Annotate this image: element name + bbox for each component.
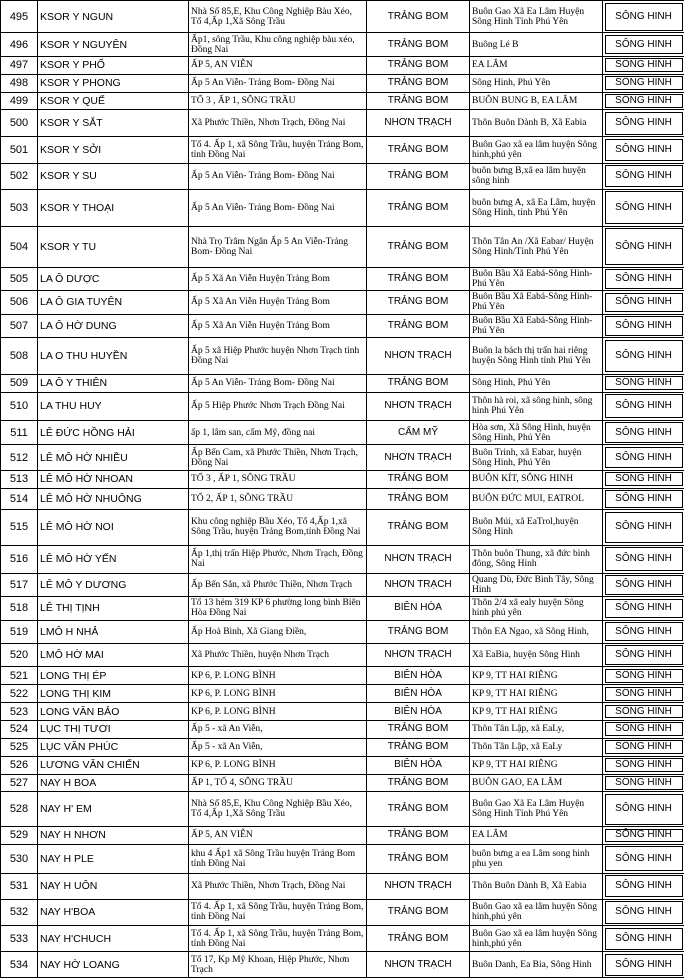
- row-number-cell: 524: [1, 720, 38, 738]
- district-cell: NHƠN TRẠCH: [367, 392, 470, 420]
- table-row: [1, 110, 684, 137]
- current-address-cell: Ấp 5 - xã An Viễn,: [189, 738, 367, 756]
- district-cell: NHƠN TRẠCH: [367, 643, 470, 666]
- full-name-cell: KSOR Y SỞI: [38, 137, 189, 164]
- full-name-cell: LONG THỊ KIM: [38, 685, 189, 703]
- province-cell: SÔNG HINH: [603, 926, 684, 952]
- full-name-cell: LA THU HUY: [38, 392, 189, 420]
- full-name-cell: KSOR Y QUẾ: [38, 92, 189, 110]
- province-cell: SÔNG HINH: [603, 720, 684, 738]
- district-cell: NHƠN TRẠCH: [367, 873, 470, 899]
- row-number-cell: 527: [1, 774, 38, 792]
- row-number-cell: 505: [1, 267, 38, 290]
- province-cell: SÔNG HINH: [603, 470, 684, 488]
- hometown-cell: BUÔN BUNG B, EA LÂM: [470, 92, 603, 110]
- hometown-cell: buôn bưng B,xã ea lâm huyện sông hinh: [470, 163, 603, 189]
- table-row: [1, 703, 684, 721]
- table-row: [1, 667, 684, 685]
- table-row: [1, 374, 684, 392]
- current-address-cell: Tổ 13 hẻm 319 KP 6 phường long bình Biên Hòa Đồng Nai: [189, 597, 367, 620]
- current-address-cell: Ấp 5 Xã An Viễn Huyện Trảng Bom: [189, 291, 367, 314]
- district-cell: TRẢNG BOM: [367, 774, 470, 792]
- current-address-cell: TỔ 3 , ẤP 1, SÔNG TRẦU: [189, 92, 367, 110]
- province-cell: SÔNG HINH: [603, 392, 684, 420]
- current-address-cell: Ấp1, sông Trầu, Khu công nghiệp bàu xéo, Đồng Nai: [189, 33, 367, 56]
- full-name-cell: LA Ô GIA TUYÊN: [38, 291, 189, 314]
- province-cell: SÔNG HINH: [603, 573, 684, 596]
- province-cell: SÔNG HINH: [603, 137, 684, 164]
- hometown-cell: EA LÂM: [470, 827, 603, 845]
- current-address-cell: ẤP 5, AN VIỄN: [189, 827, 367, 845]
- hometown-cell: Buôn Gao Xã Ea Lâm Huyện Sông Hinh Tỉnh Phú Yên: [470, 1, 603, 33]
- row-number-cell: 520: [1, 643, 38, 666]
- hometown-cell: BUÔN GAO, EA LÂM: [470, 774, 603, 792]
- current-address-cell: Ấp Bến Cam, xã Phước Thiền, Nhơn Trạch, Đồng Nai: [189, 445, 367, 471]
- hometown-cell: Thôn Buôn Dành B, Xã Eabia: [470, 110, 603, 137]
- table-row: [1, 926, 684, 952]
- table-row: [1, 510, 684, 546]
- row-number-cell: 530: [1, 844, 38, 873]
- current-address-cell: Tổ 17, Kp Mỹ Khoan, Hiệp Phước, Nhơn Trạch: [189, 952, 367, 978]
- district-cell: TRẢNG BOM: [367, 92, 470, 110]
- province-cell: SÔNG HINH: [603, 92, 684, 110]
- table-row: [1, 445, 684, 471]
- province-cell: SÔNG HINH: [603, 189, 684, 226]
- row-number-cell: 512: [1, 445, 38, 471]
- province-cell: SÔNG HINH: [603, 703, 684, 721]
- full-name-cell: LỤC VĂN PHÚC: [38, 738, 189, 756]
- full-name-cell: NAY H' EM: [38, 792, 189, 827]
- row-number-cell: 531: [1, 873, 38, 899]
- row-number-cell: 508: [1, 338, 38, 375]
- row-number-cell: 510: [1, 392, 38, 420]
- hometown-cell: Thôn Tân Lập, xã EaLy,: [470, 720, 603, 738]
- full-name-cell: NAY H'CHUCH: [38, 926, 189, 952]
- province-cell: SÔNG HINH: [603, 952, 684, 978]
- province-cell: SÔNG HINH: [603, 420, 684, 445]
- province-cell: SÔNG HINH: [603, 338, 684, 375]
- current-address-cell: KP 6, P. LONG BÌNH: [189, 756, 367, 774]
- district-cell: CẨM MỸ: [367, 420, 470, 445]
- province-cell: SÔNG HINH: [603, 597, 684, 620]
- province-cell: SÔNG HINH: [603, 899, 684, 926]
- row-number-cell: 496: [1, 33, 38, 56]
- district-cell: TRẢNG BOM: [367, 827, 470, 845]
- district-cell: TRẢNG BOM: [367, 74, 470, 92]
- district-cell: TRẢNG BOM: [367, 226, 470, 267]
- table-row: [1, 792, 684, 827]
- district-cell: TRẢNG BOM: [367, 56, 470, 74]
- district-cell: TRẢNG BOM: [367, 374, 470, 392]
- full-name-cell: LƯƠNG VĂN CHIẾN: [38, 756, 189, 774]
- row-number-cell: 526: [1, 756, 38, 774]
- full-name-cell: KSOR Y SẮT: [38, 110, 189, 137]
- province-cell: SÔNG HINH: [603, 643, 684, 666]
- hometown-cell: KP 9, TT HAI RIÊNG: [470, 703, 603, 721]
- full-name-cell: LÊ MÔ HỜ NOI: [38, 510, 189, 546]
- row-number-cell: 498: [1, 74, 38, 92]
- province-cell: SÔNG HINH: [603, 827, 684, 845]
- district-cell: BIÊN HÒA: [367, 703, 470, 721]
- current-address-cell: Ấp 5 An Viễn- Trảng Bom- Đồng Nai: [189, 163, 367, 189]
- district-cell: TRẢNG BOM: [367, 137, 470, 164]
- hometown-cell: buôn bưng a ea Lâm song hinh phu yen: [470, 844, 603, 873]
- district-cell: TRẢNG BOM: [367, 488, 470, 509]
- district-cell: TRẢNG BOM: [367, 314, 470, 337]
- hometown-cell: buôn bưng A, xã Ea Lâm, huyện Sông Hinh, tỉnh Phú Yên: [470, 189, 603, 226]
- row-number-cell: 516: [1, 545, 38, 573]
- hometown-cell: Thôn Tân An /Xã Eabar/ Huyện Sông Hinh/Tỉnh Phú Yên: [470, 226, 603, 267]
- district-cell: NHƠN TRẠCH: [367, 110, 470, 137]
- hometown-cell: Thôn buôn Thung, xã đức bình đông, Sông Hinh: [470, 545, 603, 573]
- hometown-cell: BUÔN ĐỨC MUI, EATROL: [470, 488, 603, 509]
- current-address-cell: Ấp 5 An Viễn- Trảng Bom- Đồng Nai: [189, 374, 367, 392]
- district-cell: NHƠN TRẠCH: [367, 573, 470, 596]
- district-cell: NHƠN TRẠCH: [367, 952, 470, 978]
- province-cell: SÔNG HINH: [603, 774, 684, 792]
- full-name-cell: LÊ ĐỨC HỒNG HẢI: [38, 420, 189, 445]
- row-number-cell: 523: [1, 703, 38, 721]
- table-row: [1, 844, 684, 873]
- hometown-cell: Buôn la bách thị trấn hai riêng huyện Sông Hinh tỉnh Phú Yên: [470, 338, 603, 375]
- district-cell: TRẢNG BOM: [367, 899, 470, 926]
- full-name-cell: LÊ MÔ HỜ YẾN: [38, 545, 189, 573]
- row-number-cell: 499: [1, 92, 38, 110]
- hometown-cell: Thôn hà roi, xã sông hinh, sông hinh Phú Yên: [470, 392, 603, 420]
- full-name-cell: LA Ô DƯỢC: [38, 267, 189, 290]
- full-name-cell: KSOR Y THOẠI: [38, 189, 189, 226]
- hometown-cell: BUÔN KÍT, SÔNG HINH: [470, 470, 603, 488]
- current-address-cell: TỔ 2, ẤP 1, SÔNG TRẦU: [189, 488, 367, 509]
- hometown-cell: Buông Lé B: [470, 33, 603, 56]
- table-row: [1, 189, 684, 226]
- hometown-cell: Xã EaBia, huyện Sông Hinh: [470, 643, 603, 666]
- row-number-cell: 514: [1, 488, 38, 509]
- hometown-cell: Buôn Gao xã ea lâm huyện Sông hinh,phú yên: [470, 899, 603, 926]
- current-address-cell: KP 6, P. LONG BÌNH: [189, 667, 367, 685]
- full-name-cell: NAY H UÔN: [38, 873, 189, 899]
- current-address-cell: ẤP 1, TỔ 4, SÔNG TRẦU: [189, 774, 367, 792]
- full-name-cell: LA O THU HUYỀN: [38, 338, 189, 375]
- table-row: [1, 774, 684, 792]
- current-address-cell: Xã Phước Thiền, Nhơn Trạch, Đồng Nai: [189, 110, 367, 137]
- current-address-cell: Ấp 5 An Viễn- Trảng Bom- Đồng Nai: [189, 189, 367, 226]
- full-name-cell: LÊ MÔ Y DƯƠNG: [38, 573, 189, 596]
- district-cell: TRẢNG BOM: [367, 792, 470, 827]
- current-address-cell: Tổ 4. Ấp 1, xã Sông Trầu, huyện Trảng Bom, tỉnh Đồng Nai: [189, 926, 367, 952]
- table-row: [1, 643, 684, 666]
- row-number-cell: 522: [1, 685, 38, 703]
- current-address-cell: KP 6, P. LONG BÌNH: [189, 703, 367, 721]
- full-name-cell: LA Ô HỜ DUNG: [38, 314, 189, 337]
- province-cell: SÔNG HINH: [603, 110, 684, 137]
- full-name-cell: LONG THỊ ÉP: [38, 667, 189, 685]
- current-address-cell: Nhà Số 85,E, Khu Công Nghiệp Bàu Xéo, Tổ 4,Ấp 1,Xã Sông Trầu: [189, 1, 367, 33]
- row-number-cell: 509: [1, 374, 38, 392]
- full-name-cell: KSOR Y SU: [38, 163, 189, 189]
- full-name-cell: NAY HỜ LOANG: [38, 952, 189, 978]
- full-name-cell: LMÔ H NHẢ: [38, 620, 189, 643]
- current-address-cell: Ấp 1,thị trấn Hiệp Phước, Nhơn Trạch, Đồng Nai: [189, 545, 367, 573]
- current-address-cell: Xã Phước Thiền, Nhơn Trạch, Đồng Nai: [189, 873, 367, 899]
- current-address-cell: khu 4 Ấp1 xã Sông Trầu huyện Trảng Bom tỉnh Đồng Nai: [189, 844, 367, 873]
- table-row: [1, 470, 684, 488]
- hometown-cell: Buôn Bầu Xã Eabá-Sông Hinh-Phú Yên: [470, 291, 603, 314]
- hometown-cell: Buôn Múi, xã EaTrol,huyện Sông Hinh: [470, 510, 603, 546]
- full-name-cell: LÊ MÔ HỜ NHIỀU: [38, 445, 189, 471]
- table-row: [1, 620, 684, 643]
- row-number-cell: 528: [1, 792, 38, 827]
- province-cell: SÔNG HINH: [603, 314, 684, 337]
- current-address-cell: ấp 1, lâm san, cẩm Mỹ, đồng nai: [189, 420, 367, 445]
- row-number-cell: 504: [1, 226, 38, 267]
- province-cell: SÔNG HINH: [603, 33, 684, 56]
- table-row: [1, 56, 684, 74]
- row-number-cell: 521: [1, 667, 38, 685]
- table-row: [1, 226, 684, 267]
- current-address-cell: Tổ 4. Ấp 1, xã Sông Trầu, huyện Trảng Bom, tỉnh Đồng Nai: [189, 899, 367, 926]
- hometown-cell: Buôn Bầu Xã Eabá-Sông Hinh-Phú Yên: [470, 314, 603, 337]
- district-cell: NHƠN TRẠCH: [367, 545, 470, 573]
- province-cell: SÔNG HINH: [603, 488, 684, 509]
- table-row: [1, 420, 684, 445]
- current-address-cell: Ấp 5 xã Hiệp Phước huyện Nhơn Trạch tỉnh Đồng Nai: [189, 338, 367, 375]
- current-address-cell: Nhà Số 85,E, Khu Công Nghiệp Bầu Xéo, Tổ 4,Ấp 1,Xã Sông Trầu: [189, 792, 367, 827]
- district-cell: TRẢNG BOM: [367, 510, 470, 546]
- full-name-cell: NAY H BOA: [38, 774, 189, 792]
- district-cell: NHƠN TRẠCH: [367, 338, 470, 375]
- table-row: [1, 873, 684, 899]
- table-row: [1, 597, 684, 620]
- province-cell: SÔNG HINH: [603, 620, 684, 643]
- hometown-cell: Sông Hinh, Phú Yên: [470, 74, 603, 92]
- table-row: [1, 720, 684, 738]
- full-name-cell: KSOR Y TU: [38, 226, 189, 267]
- district-cell: TRẢNG BOM: [367, 163, 470, 189]
- table-row: [1, 685, 684, 703]
- district-cell: TRẢNG BOM: [367, 738, 470, 756]
- full-name-cell: LONG VĂN BẢO: [38, 703, 189, 721]
- hometown-cell: Buôn Danh, Ea Bia, Sông Hinh: [470, 952, 603, 978]
- province-cell: SÔNG HINH: [603, 74, 684, 92]
- row-number-cell: 519: [1, 620, 38, 643]
- full-name-cell: KSOR Y NGUN: [38, 1, 189, 33]
- district-cell: TRẢNG BOM: [367, 291, 470, 314]
- province-cell: SÔNG HINH: [603, 738, 684, 756]
- table-row: [1, 488, 684, 509]
- row-number-cell: 525: [1, 738, 38, 756]
- hometown-cell: KP 9, TT HAI RIÊNG: [470, 685, 603, 703]
- row-number-cell: 513: [1, 470, 38, 488]
- row-number-cell: 511: [1, 420, 38, 445]
- row-number-cell: 518: [1, 597, 38, 620]
- province-cell: SÔNG HINH: [603, 267, 684, 290]
- district-cell: TRẢNG BOM: [367, 189, 470, 226]
- table-row: [1, 756, 684, 774]
- full-name-cell: LÊ MÔ HỜ NHUÔNG: [38, 488, 189, 509]
- province-cell: SÔNG HINH: [603, 1, 684, 33]
- hometown-cell: Thôn Buôn Dành B, Xã Eabia: [470, 873, 603, 899]
- district-cell: TRẢNG BOM: [367, 267, 470, 290]
- hometown-cell: Thôn 2/4 xã ealy huyện Sông hinh phú yên: [470, 597, 603, 620]
- row-number-cell: 506: [1, 291, 38, 314]
- row-number-cell: 497: [1, 56, 38, 74]
- full-name-cell: KSOR Y PHONG: [38, 74, 189, 92]
- district-cell: TRẢNG BOM: [367, 470, 470, 488]
- current-address-cell: ẤP 5, AN VIỄN: [189, 56, 367, 74]
- row-number-cell: 503: [1, 189, 38, 226]
- full-name-cell: NAY H PLE: [38, 844, 189, 873]
- current-address-cell: Ấp 5 Hiệp Phước Nhơn Trạch Đồng Nai: [189, 392, 367, 420]
- current-address-cell: Nhà Trọ Trâm Ngân Ấp 5 An Viễn-Trảng Bom- Đồng Nai: [189, 226, 367, 267]
- hometown-cell: Buôn Bầu Xã Eabá-Sông Hinh-Phú Yên: [470, 267, 603, 290]
- province-cell: SÔNG HINH: [603, 163, 684, 189]
- hometown-cell: Thôn EA Ngao, xã Sông Hinh,: [470, 620, 603, 643]
- current-address-cell: Ấp Hoà Bình, Xã Giang Điền,: [189, 620, 367, 643]
- current-address-cell: Ấp 5 - xã An Viễn,: [189, 720, 367, 738]
- district-cell: TRẢNG BOM: [367, 1, 470, 33]
- province-cell: SÔNG HINH: [603, 756, 684, 774]
- province-cell: SÔNG HINH: [603, 374, 684, 392]
- province-cell: SÔNG HINH: [603, 291, 684, 314]
- current-address-cell: TỔ 3 , ẤP 1, SÔNG TRẦU: [189, 470, 367, 488]
- hometown-cell: KP 9, TT HAI RIÊNG: [470, 667, 603, 685]
- current-address-cell: Tổ 4. Ấp 1, xã Sông Trầu, huyện Trảng Bom, tỉnh Đồng Nai: [189, 137, 367, 164]
- province-cell: SÔNG HINH: [603, 510, 684, 546]
- hometown-cell: Buôn Gao Xã Ea Lâm Huyện Sông Hinh Tỉnh Phú Yên: [470, 792, 603, 827]
- table-row: [1, 74, 684, 92]
- hometown-cell: Quang Dù, Đức Bình Tây, Sông Hinh: [470, 573, 603, 596]
- hometown-cell: Buôn Gao xã ea lâm huyện Sông hinh,phú yên: [470, 926, 603, 952]
- table-row: [1, 738, 684, 756]
- district-cell: BIÊN HÒA: [367, 597, 470, 620]
- table-row: [1, 827, 684, 845]
- table-row: [1, 952, 684, 978]
- hometown-cell: EA LÂM: [470, 56, 603, 74]
- province-cell: SÔNG HINH: [603, 685, 684, 703]
- row-number-cell: 534: [1, 952, 38, 978]
- table-row: [1, 92, 684, 110]
- table-row: [1, 392, 684, 420]
- hometown-cell: KP 9, TT HAI RIÊNG: [470, 756, 603, 774]
- province-cell: SÔNG HINH: [603, 844, 684, 873]
- district-cell: TRẢNG BOM: [367, 33, 470, 56]
- row-number-cell: 533: [1, 926, 38, 952]
- full-name-cell: LMÔ HỜ MAI: [38, 643, 189, 666]
- full-name-cell: LA Ô Y THIÊN: [38, 374, 189, 392]
- row-number-cell: 500: [1, 110, 38, 137]
- hometown-cell: Hòa sơn, Xã Sông Hinh, huyện Sông Hinh, Phú Yên: [470, 420, 603, 445]
- district-cell: TRẢNG BOM: [367, 720, 470, 738]
- hometown-cell: Sông Hinh, Phú Yên: [470, 374, 603, 392]
- row-number-cell: 517: [1, 573, 38, 596]
- province-cell: SÔNG HINH: [603, 445, 684, 471]
- table-row: [1, 899, 684, 926]
- table-row: [1, 1, 684, 33]
- table-row: [1, 573, 684, 596]
- row-number-cell: 502: [1, 163, 38, 189]
- province-cell: SÔNG HINH: [603, 226, 684, 267]
- table-row: [1, 33, 684, 56]
- current-address-cell: Ấp Bến Sắn, xã Phước Thiền, Nhơn Trạch: [189, 573, 367, 596]
- district-cell: TRẢNG BOM: [367, 926, 470, 952]
- table-row: [1, 338, 684, 375]
- province-cell: SÔNG HINH: [603, 873, 684, 899]
- district-cell: BIÊN HÒA: [367, 685, 470, 703]
- table-body: [1, 1, 684, 978]
- current-address-cell: Ấp 5 An Viễn- Trảng Bom- Đồng Nai: [189, 74, 367, 92]
- table-row: [1, 291, 684, 314]
- current-address-cell: Khu công nghiệp Bầu Xéo, Tổ 4,Ấp 1,xã Sông Trầu, huyện Trảng Bom,tỉnh Đồng Nai: [189, 510, 367, 546]
- row-number-cell: 529: [1, 827, 38, 845]
- province-cell: SÔNG HINH: [603, 545, 684, 573]
- hometown-cell: Thôn Tân Lập, xã EaLy: [470, 738, 603, 756]
- row-number-cell: 532: [1, 899, 38, 926]
- row-number-cell: 507: [1, 314, 38, 337]
- hometown-cell: Buôn Trinh, xã Eabar, huyện Sông Hinh, Phú Yên: [470, 445, 603, 471]
- full-name-cell: LỤC THỊ TƯƠI: [38, 720, 189, 738]
- full-name-cell: NAY H NHƠN: [38, 827, 189, 845]
- district-cell: TRẢNG BOM: [367, 620, 470, 643]
- table-row: [1, 314, 684, 337]
- row-number-cell: 501: [1, 137, 38, 164]
- table-row: [1, 163, 684, 189]
- current-address-cell: Ấp 5 Xã An Viễn Huyện Trảng Bom: [189, 267, 367, 290]
- table-row: [1, 545, 684, 573]
- district-cell: TRẢNG BOM: [367, 844, 470, 873]
- province-cell: SÔNG HINH: [603, 667, 684, 685]
- full-name-cell: KSOR Y PHỐ: [38, 56, 189, 74]
- current-address-cell: Ấp 5 Xã An Viễn Huyện Trảng Bom: [189, 314, 367, 337]
- current-address-cell: KP 6, P. LONG BÌNH: [189, 685, 367, 703]
- table-row: [1, 137, 684, 164]
- full-name-cell: NAY H'BOA: [38, 899, 189, 926]
- row-number-cell: 495: [1, 1, 38, 33]
- district-cell: BIÊN HÒA: [367, 756, 470, 774]
- row-number-cell: 515: [1, 510, 38, 546]
- full-name-cell: LÊ MÔ HỜ NHOAN: [38, 470, 189, 488]
- full-name-cell: KSOR Y NGUYÊN: [38, 33, 189, 56]
- province-cell: SÔNG HINH: [603, 56, 684, 74]
- province-cell: SÔNG HINH: [603, 792, 684, 827]
- hometown-cell: Buôn Gao xã ea lâm huyện Sông hinh,phú yên: [470, 137, 603, 164]
- district-cell: BIÊN HÒA: [367, 667, 470, 685]
- table-row: [1, 267, 684, 290]
- current-address-cell: Xã Phước Thiền, huyện Nhơn Trạch: [189, 643, 367, 666]
- full-name-cell: LÊ THỊ TỊNH: [38, 597, 189, 620]
- district-cell: NHƠN TRẠCH: [367, 445, 470, 471]
